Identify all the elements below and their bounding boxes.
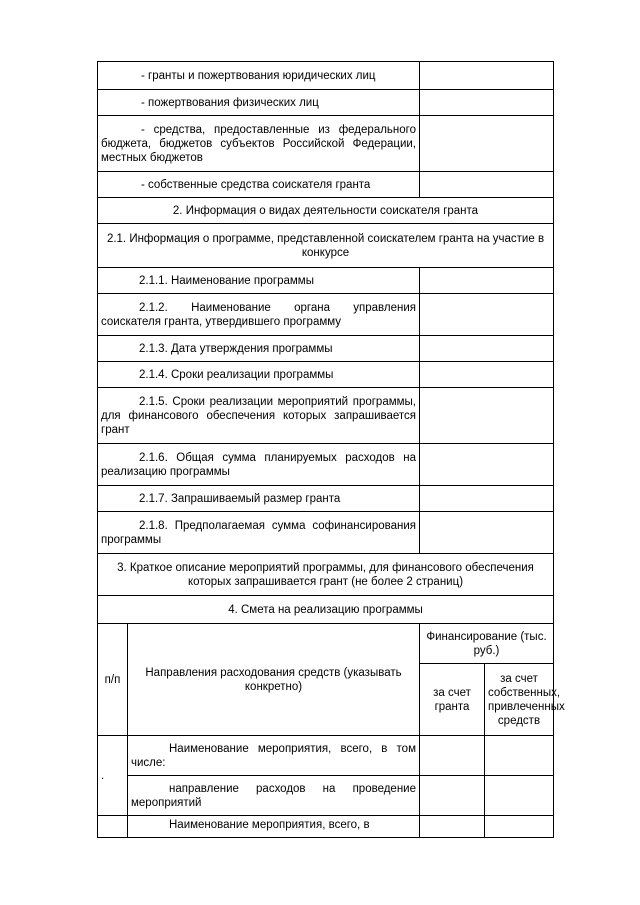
value-cell[interactable] [420,362,554,388]
budget-row [98,736,554,776]
section4-title: 4. Смета на реализацию программы [98,596,554,624]
section3-title: 3. Краткое описание мероприятий программы, для финансового обеспечения которых запрашивается грант (не более 2 страниц) [98,554,554,596]
row-label: 2.1.3. Дата утверждения программы [98,336,420,362]
row-label: - средства, предоставленные из федерального бюджета, бюджетов субъектов Российской Федерации, местных бюджетов [98,116,420,172]
section21-title: 2.1. Информация о программе, представленной соискателем гранта на участие в конкурсе [98,224,554,268]
budget-row-label: направление расходов на проведение мероприятий [128,776,420,816]
budget-row [98,816,554,838]
row-label: 2.1.6. Общая сумма планируемых расходов на реализацию программы [98,444,420,486]
program-row [98,486,554,512]
row-label: - гранты и пожертвования юридических лиц [98,62,420,90]
grant-amount-cell[interactable] [420,816,485,838]
value-cell[interactable] [420,336,554,362]
row-label: - собственные средства соискателя гранта [98,172,420,198]
own-amount-cell[interactable] [485,776,554,816]
value-cell[interactable] [420,388,554,444]
row-label: 2.1.2. Наименование органа управления соискателя гранта, утвердившего программу [98,294,420,336]
funding-row [98,90,554,116]
col-financing-header: Финансирование (тыс. руб.) [420,624,554,664]
value-cell[interactable] [420,172,554,198]
row-label: - пожертвования физических лиц [98,90,420,116]
value-cell[interactable] [420,116,554,172]
value-cell[interactable] [420,512,554,554]
budget-row-label: Наименование мероприятия, всего, в том числе: [128,736,420,776]
col-number-header: п/п [98,624,128,736]
budget-row-label: Наименование мероприятия, всего, в [128,816,420,838]
row-number-cell [98,816,128,838]
grant-amount-cell[interactable] [420,776,485,816]
program-row [98,388,554,444]
value-cell[interactable] [420,268,554,294]
row-label: 2.1.1. Наименование программы [98,268,420,294]
value-cell[interactable] [420,444,554,486]
program-row [98,268,554,294]
funding-row [98,172,554,198]
grant-amount-cell[interactable] [420,736,485,776]
funding-row [98,116,554,172]
row-label: 2.1.4. Сроки реализации программы [98,362,420,388]
section-header [98,554,554,596]
row-number-cell [98,736,128,816]
row-marker: . [101,769,105,782]
program-row [98,512,554,554]
own-amount-cell[interactable] [485,816,554,838]
budget-header-row [98,624,554,664]
subsection-header [98,224,554,268]
program-row [98,362,554,388]
section-header [98,596,554,624]
value-cell[interactable] [420,90,554,116]
row-label: 2.1.8. Предполагаемая сумма софинансирования программы [98,512,420,554]
col-grant-header: за счет гранта [420,664,485,736]
program-row [98,336,554,362]
value-cell[interactable] [420,62,554,90]
grant-application-form [97,61,565,838]
program-row [98,444,554,486]
budget-row [98,776,554,816]
value-cell[interactable] [420,486,554,512]
row-label: 2.1.7. Запрашиваемый размер гранта [98,486,420,512]
funding-row [98,62,554,90]
program-row [98,294,554,336]
row-label: 2.1.5. Сроки реализации мероприятий программы, для финансового обеспечения которых запрашивается грант [98,388,420,444]
section2-title: 2. Информация о видах деятельности соискателя гранта [98,198,554,224]
section-header [98,198,554,224]
value-cell[interactable] [420,294,554,336]
own-amount-cell[interactable] [485,736,554,776]
col-own-funds-header: за счет собственных, привлеченных средств [485,664,554,736]
col-direction-header: Направления расходования средств (указывать конкретно) [128,624,420,736]
